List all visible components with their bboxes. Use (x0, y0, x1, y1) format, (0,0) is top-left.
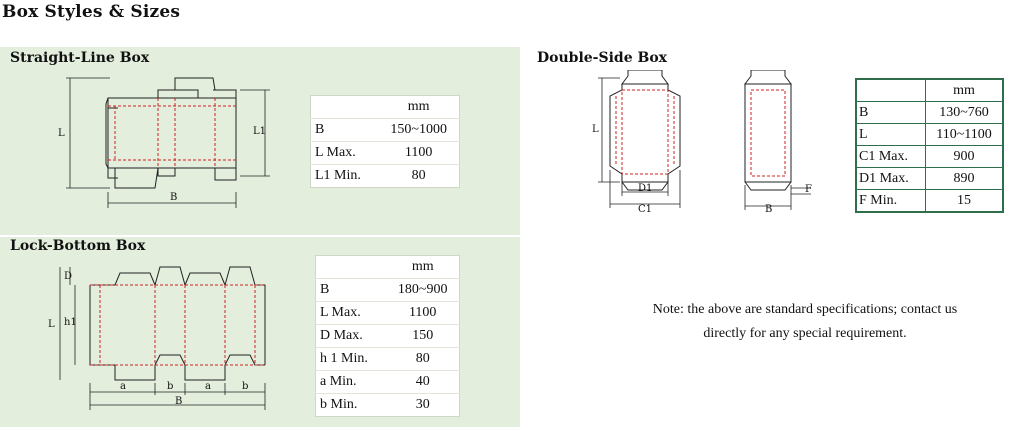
dim-label-L: L (48, 319, 55, 330)
double-side-title: Double-Side Box (537, 50, 667, 66)
spec-label: C1 Max. (856, 146, 926, 168)
dim-label-a: a (205, 381, 211, 392)
note-text (575, 298, 1011, 346)
spec-value: 80 (378, 165, 459, 188)
straight-line-box-diagram (50, 68, 300, 218)
unit-header: mm (926, 79, 1004, 102)
double-side-box-diagram-front (590, 70, 700, 215)
spec-label: L Max. (311, 142, 379, 165)
spec-label: L (856, 124, 926, 146)
dim-label-L1: L1 (253, 126, 267, 137)
note-line-1: Note: the above are standard specifications; contact us (652, 302, 958, 317)
dim-label-L: L (592, 124, 599, 135)
spec-label: b Min. (316, 394, 387, 417)
lock-bottom-title: Lock-Bottom Box (10, 238, 146, 254)
unit-header: mm (407, 99, 430, 114)
dim-label-C1: C1 (638, 204, 653, 215)
dim-label-b: b (242, 381, 249, 392)
spec-value: 1100 (378, 142, 459, 165)
spec-value: 80 (386, 348, 459, 371)
spec-value: 15 (926, 190, 1004, 213)
dim-label-h1: h1 (64, 317, 77, 328)
spec-label: F Min. (856, 190, 926, 213)
spec-value: 890 (926, 168, 1004, 190)
dim-label-B: B (170, 192, 178, 203)
note-line-2: directly for any special requirement. (703, 326, 907, 341)
spec-value: 150~1000 (378, 119, 459, 142)
dim-label-b: b (167, 381, 174, 392)
spec-value: 900 (926, 146, 1004, 168)
straight-line-spec-table (310, 95, 460, 188)
spec-label: a Min. (316, 371, 387, 394)
double-side-spec-table (855, 78, 1004, 213)
double-side-box-diagram-side (735, 70, 825, 215)
spec-value: 130~760 (926, 102, 1004, 124)
spec-value: 30 (386, 394, 459, 417)
dim-label-D1: D1 (638, 183, 653, 194)
lock-bottom-spec-table (315, 255, 460, 417)
spec-value: 180~900 (386, 279, 459, 302)
dim-label-B: B (765, 204, 773, 215)
dim-label-F: F (805, 184, 812, 195)
spec-label: L Max. (316, 302, 387, 325)
spec-value: 1100 (386, 302, 459, 325)
spec-value: 110~1100 (926, 124, 1004, 146)
spec-label: L1 Min. (311, 165, 379, 188)
spec-label: h 1 Min. (316, 348, 387, 371)
dim-label-L: L (58, 128, 65, 139)
unit-header: mm (411, 259, 434, 274)
lock-bottom-box-diagram (45, 255, 295, 415)
spec-label: D1 Max. (856, 168, 926, 190)
spec-value: 150 (386, 325, 459, 348)
dim-label-a: a (120, 381, 126, 392)
dim-label-D: D (64, 271, 73, 282)
spec-label: D Max. (316, 325, 387, 348)
spec-label: B (311, 119, 379, 142)
straight-line-title: Straight-Line Box (10, 50, 150, 66)
spec-value: 40 (386, 371, 459, 394)
page-title: Box Styles & Sizes (2, 2, 181, 22)
dim-label-B: B (175, 396, 183, 407)
spec-label: B (316, 279, 387, 302)
spec-label: B (856, 102, 926, 124)
